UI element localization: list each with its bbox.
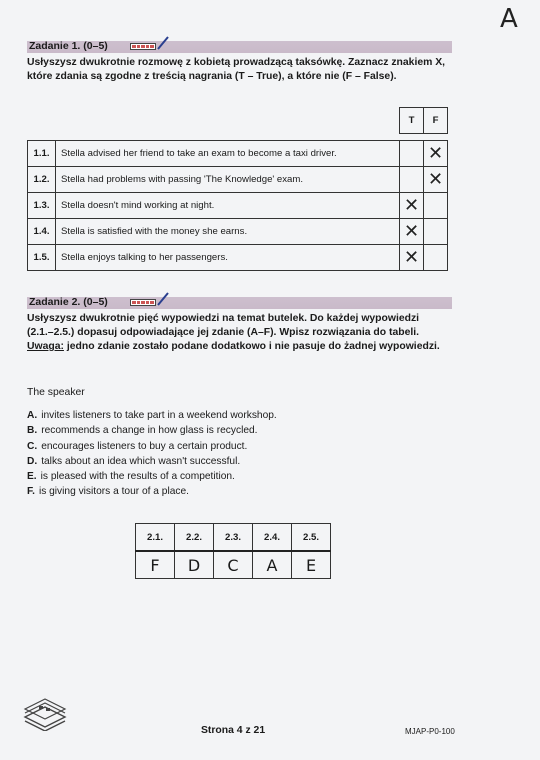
true-cell[interactable] [400, 245, 424, 271]
page-number: Strona 4 z 21 [201, 725, 266, 736]
row-statement: Stella enjoys talking to her passengers. [56, 245, 400, 271]
answer-cell[interactable]: F [136, 551, 175, 579]
row-statement: Stella is satisfied with the money she earns. [56, 219, 400, 245]
answer-cell[interactable]: D [175, 551, 214, 579]
pen-icon [156, 36, 170, 50]
answer-cell[interactable]: E [292, 551, 331, 579]
answer-mark: ✕ [403, 220, 420, 242]
table-row [28, 193, 448, 219]
false-cell[interactable] [424, 167, 448, 193]
options-list [27, 408, 277, 500]
answer-table [135, 523, 331, 579]
task1-instruction-line2: które zdania są zgodne z treścią nagrania (T – True), a które nie (F – False). [27, 71, 397, 82]
answer-header: 2.2. [175, 524, 214, 552]
true-cell[interactable] [400, 219, 424, 245]
answer-header: 2.3. [214, 524, 253, 552]
option-text: encourages listeners to buy a certain product. [41, 440, 248, 452]
row-statement: Stella advised her friend to take an exam to become a taxi driver. [56, 141, 400, 167]
answer-mark: ✕ [427, 142, 444, 164]
pen-icon [156, 292, 170, 306]
exam-code: MJAP-P0-100 [405, 727, 455, 736]
table-row [28, 167, 448, 193]
task2-instruction-line2: (2.1.–2.5.) dopasuj odpowiadające jej zdanie (A–F). Wpisz rozwiązania do tabeli. [27, 327, 420, 338]
note-label: Uwaga: [27, 341, 64, 352]
option-letter: C. [27, 440, 38, 452]
task2-title: Zadanie 2. (0–5) [29, 296, 108, 308]
list-item [27, 484, 277, 499]
false-cell[interactable] [424, 193, 448, 219]
list-item [27, 469, 277, 484]
speaker-heading: The speaker [27, 387, 85, 398]
table-row [28, 219, 448, 245]
false-cell[interactable] [424, 141, 448, 167]
task1-instruction-line1: Usłyszysz dwukrotnie rozmowę z kobietą prowadzącą taksówkę. Zaznacz znakiem X, [27, 57, 446, 68]
row-number: 1.3. [28, 193, 56, 219]
false-cell[interactable] [424, 219, 448, 245]
task2-instruction [27, 312, 457, 354]
option-letter: F. [27, 486, 35, 498]
row-statement: Stella doesn't mind working at night. [56, 193, 400, 219]
answer-mark: ✕ [403, 194, 420, 216]
true-cell[interactable] [400, 141, 424, 167]
option-text: invites listeners to take part in a weekend workshop. [41, 410, 277, 421]
stacked-papers-logo-icon [22, 697, 68, 731]
col-false-header: F [424, 108, 448, 134]
answer-cell[interactable]: A [253, 551, 292, 579]
option-letter: D. [27, 455, 38, 467]
task2-instruction-line1: Usłyszysz dwukrotnie pięć wypowiedzi na temat butelek. Do każdej wypowiedzi [27, 313, 420, 324]
answer-header: 2.4. [253, 524, 292, 552]
false-cell[interactable] [424, 245, 448, 271]
row-statement: Stella had problems with passing 'The Knowledge' exam. [56, 167, 400, 193]
task1-title: Zadanie 1. (0–5) [29, 40, 108, 52]
row-number: 1.1. [28, 141, 56, 167]
task2-note [27, 340, 457, 354]
col-true-header: T [400, 108, 424, 134]
points-box-icon [130, 43, 156, 50]
option-text: talks about an idea which wasn't successful. [41, 455, 241, 467]
row-number: 1.5. [28, 245, 56, 271]
table-row [28, 141, 448, 167]
answer-mark: ✕ [427, 168, 444, 190]
list-item [27, 423, 277, 438]
option-text: recommends a change in how glass is recycled. [41, 425, 258, 437]
list-item [27, 408, 277, 423]
option-text: is pleased with the results of a competition. [40, 471, 235, 483]
list-item [27, 439, 277, 454]
points-box-icon [130, 299, 156, 306]
table-row [28, 245, 448, 271]
option-text: is giving visitors a tour of a place. [38, 486, 189, 498]
corner-letter: A [500, 4, 518, 34]
option-letter: A. [27, 410, 38, 421]
true-false-table [27, 107, 448, 271]
answer-header: 2.5. [292, 524, 331, 552]
true-cell[interactable] [400, 193, 424, 219]
row-number: 1.2. [28, 167, 56, 193]
note-text: jedno zdanie zostało podane dodatkowo i nie pasuje do żadnej wypowiedzi. [63, 341, 440, 352]
list-item [27, 454, 277, 469]
row-number: 1.4. [28, 219, 56, 245]
task2-header [27, 297, 452, 309]
answer-cell[interactable]: C [214, 551, 253, 579]
option-letter: E. [27, 471, 37, 483]
answer-header: 2.1. [136, 524, 175, 552]
task1-header [27, 41, 452, 53]
task1-instruction [27, 56, 457, 84]
true-cell[interactable] [400, 167, 424, 193]
answer-mark: ✕ [403, 246, 420, 268]
option-letter: B. [27, 425, 38, 437]
